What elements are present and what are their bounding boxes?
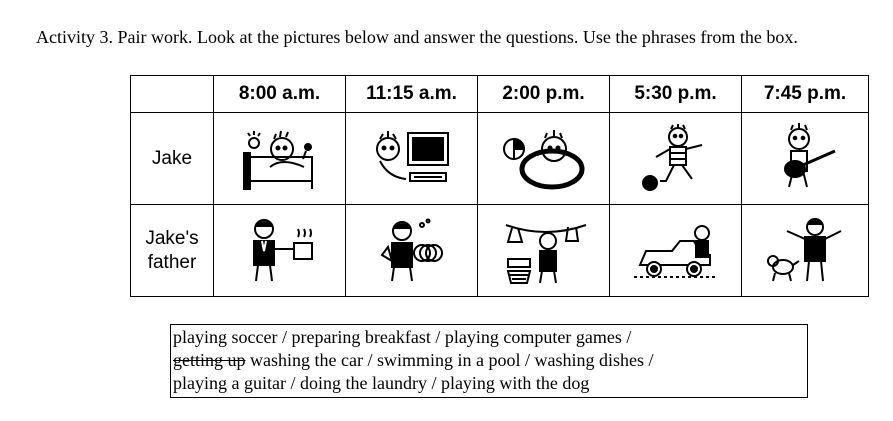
picture-cell [214,205,346,297]
soccer-icon [630,123,722,195]
washing-car-icon [630,215,722,287]
picture-cell [478,113,610,205]
picture-cell [346,113,478,205]
computer-games-icon [366,123,458,195]
row-label-jakes-father: Jake's father [131,205,214,297]
activity-instruction: Activity 3. Pair work. Look at the pictures below and answer the questions. Use the phrases from the box. [36,27,798,47]
time-header-row [131,76,869,113]
time-header: 7:45 p.m. [742,76,869,113]
phrase-line-2 [173,349,805,372]
phrase-line-3: playing a guitar / doing the laundry / playing with the dog [173,373,590,393]
phrase-line-1: playing soccer / preparing breakfast / playing computer games / [173,327,632,347]
corner-cell [131,76,214,113]
row-label-jake: Jake [131,113,214,205]
phrase-box [170,324,808,398]
picture-cell [346,205,478,297]
time-header: 5:30 p.m. [610,76,742,113]
dog-icon [759,215,851,287]
picture-cell [742,205,869,297]
guitar-icon [759,123,851,195]
picture-cell [610,113,742,205]
time-header: 11:15 a.m. [346,76,478,113]
time-header: 2:00 p.m. [478,76,610,113]
jake-row [131,113,869,205]
struck-phrase: getting up [173,350,246,370]
schedule-table [130,75,869,297]
phrase-line-2-rest: washing the car / swimming in a pool / washing dishes / [245,350,654,370]
washing-dishes-icon [366,215,458,287]
swimming-icon [498,123,590,195]
picture-cell [214,113,346,205]
getting-up-icon [234,123,326,195]
father-row [131,205,869,297]
laundry-icon [498,215,590,287]
picture-cell [478,205,610,297]
picture-cell [742,113,869,205]
time-header: 8:00 a.m. [214,76,346,113]
picture-cell [610,205,742,297]
breakfast-icon [234,215,326,287]
